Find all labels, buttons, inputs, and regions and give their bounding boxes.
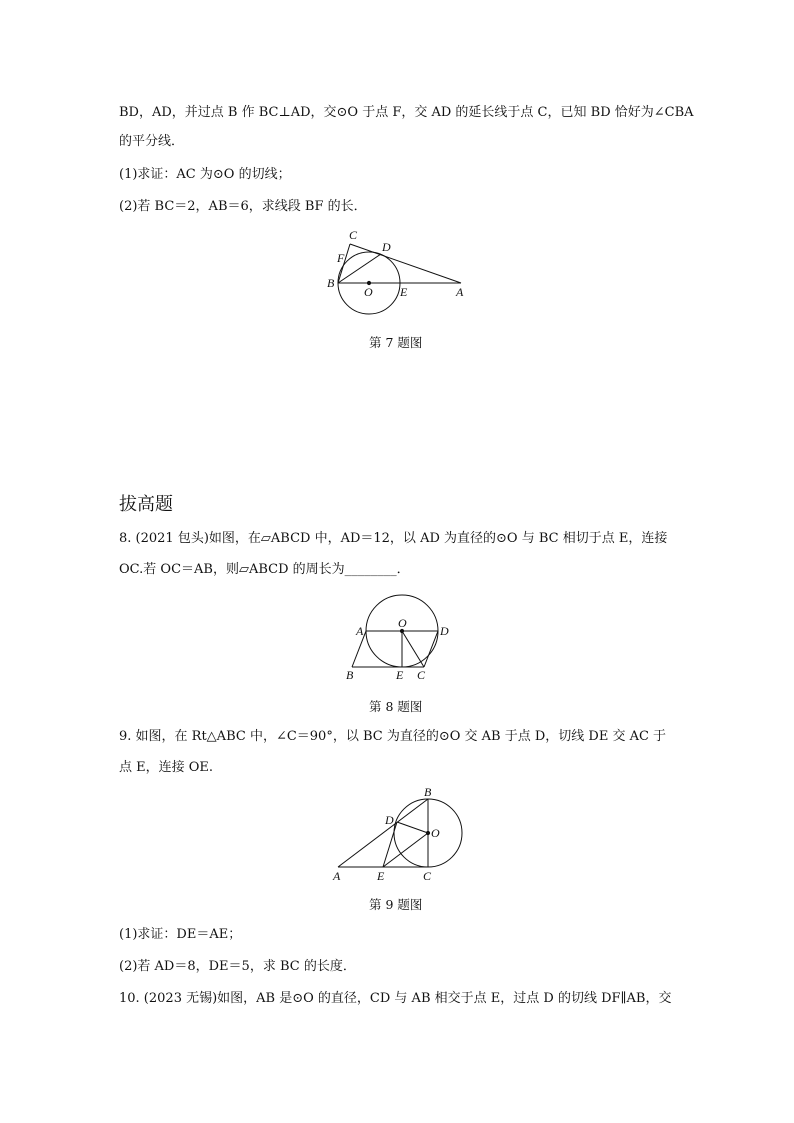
label-d: D <box>440 624 449 638</box>
label-c: C <box>349 228 358 242</box>
problem9-line1: 9. 如图，在 Rt△ABC 中，∠C＝90°，以 BC 为直径的⊙O 交 AB 于点 D，切线 DE 交 AC 于 <box>119 729 667 744</box>
label-e: E <box>396 668 404 682</box>
label-e: E <box>377 869 385 883</box>
segment-bd <box>338 254 381 283</box>
label-c: C <box>417 668 426 682</box>
label-d: D <box>385 813 394 827</box>
problem9-line2: 点 E，连接 OE. <box>119 760 214 775</box>
problem8-caption: 第 8 题图 <box>369 699 423 714</box>
problem9-part1: (1)求证：DE＝AE； <box>119 927 242 942</box>
label-a: A <box>356 624 364 638</box>
segment-oc <box>402 631 424 667</box>
problem7-caption: 第 7 题图 <box>369 335 423 350</box>
problem7-line1: BD，AD，并过点 B 作 BC⊥AD，交⊙O 于点 F，交 AD 的延长线于点 C，已知 BD 恰好为∠CBA <box>119 105 694 120</box>
problem7-part1: (1)求证：AC 为⊙O 的切线； <box>119 167 291 182</box>
label-b: B <box>346 668 354 682</box>
problem8-line1: 8. (2021 包头)如图，在▱ABCD 中，AD＝12，以 AD 为直径的⊙O 与 BC 相切于点 E，连接 <box>119 531 668 546</box>
label-e: E <box>400 285 408 299</box>
segment-ab <box>338 799 428 867</box>
segment-de <box>383 822 397 867</box>
problem7-part2: (2)若 BC＝2，AB＝6，求线段 BF 的长． <box>119 199 367 214</box>
label-o: O <box>398 616 407 630</box>
segment-eo <box>383 833 428 867</box>
segment-do <box>397 822 428 833</box>
problem9-figure <box>330 785 470 885</box>
problem9-part2: (2)若 AD＝8，DE＝5，求 BC 的长度． <box>119 959 356 974</box>
label-a: A <box>333 869 341 883</box>
segment-dc <box>424 631 438 667</box>
problem7-figure <box>320 225 480 305</box>
label-f: F <box>337 251 345 265</box>
label-c: C <box>423 869 432 883</box>
label-a: A <box>456 285 464 299</box>
center-dot <box>426 831 429 834</box>
problem10-line1: 10. (2023 无锡)如图，AB 是⊙O 的直径，CD 与 AB 相交于点 E，过点 D 的切线 DF∥AB，交 <box>119 991 672 1006</box>
label-d: D <box>382 240 391 254</box>
problem9-caption: 第 9 题图 <box>369 897 423 912</box>
problem8-figure <box>340 590 460 685</box>
section-heading: 拔高题 <box>119 494 173 515</box>
problem7-line2: 的平分线． <box>119 134 185 149</box>
label-b: B <box>424 785 432 799</box>
label-o: O <box>364 285 373 299</box>
problem8-line2: OC.若 OC＝AB，则▱ABCD 的周长为________． <box>119 562 410 577</box>
label-o: O <box>431 826 440 840</box>
label-b: B <box>327 276 335 290</box>
